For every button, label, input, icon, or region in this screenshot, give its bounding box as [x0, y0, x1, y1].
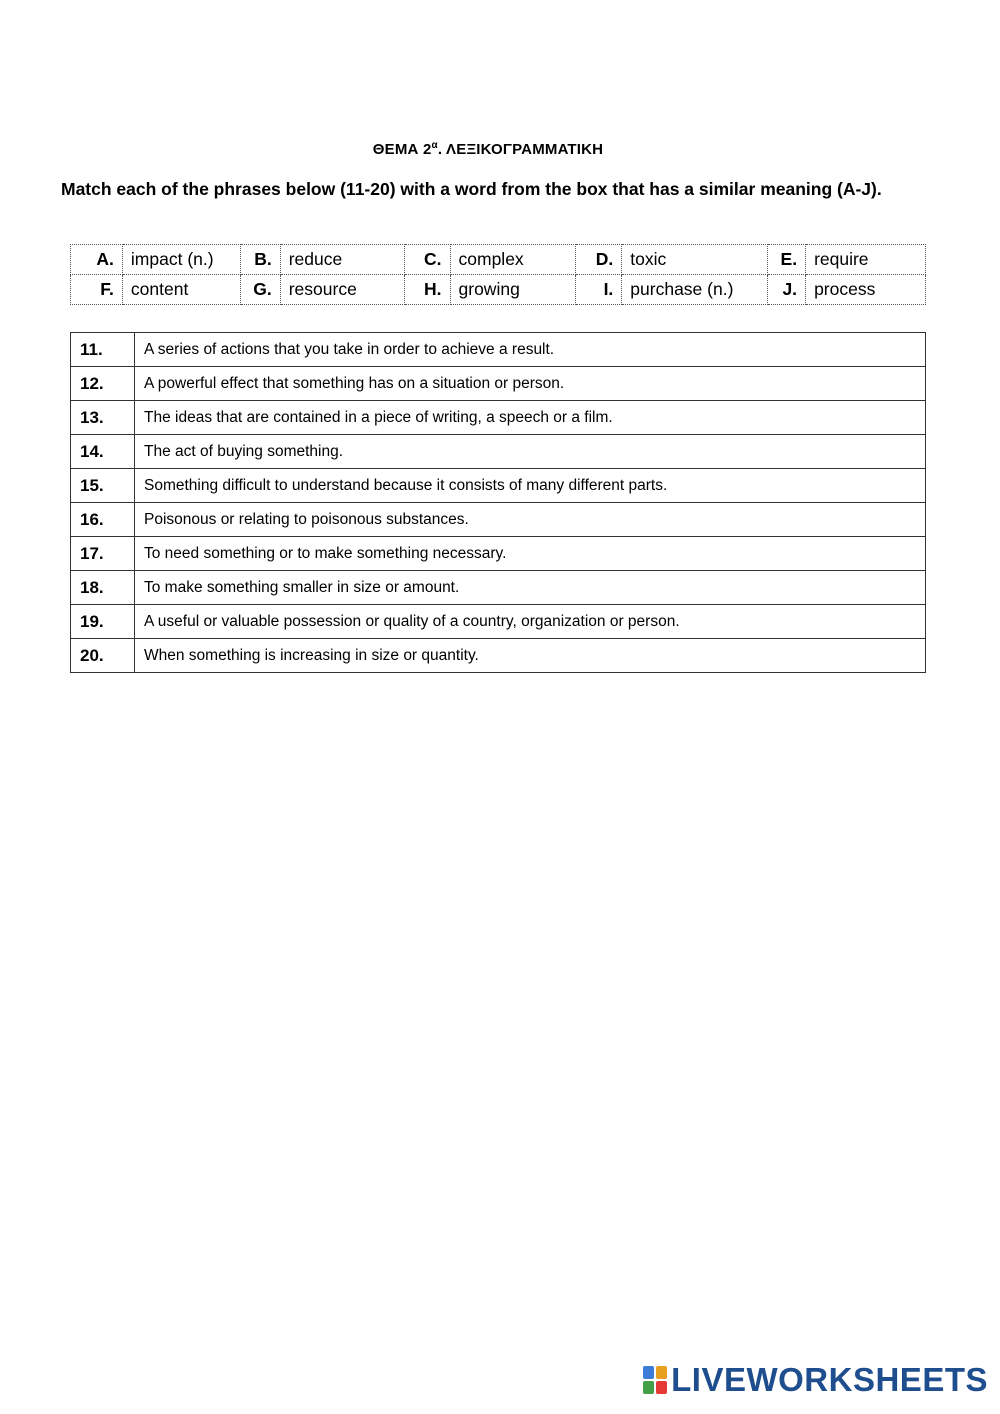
logo-text: LIVEWORKSHEETS — [671, 1361, 988, 1398]
definition-number: 19. — [71, 605, 135, 639]
logo-square-3 — [643, 1381, 654, 1394]
word-box-letter: C. — [404, 245, 450, 275]
definition-number: 16. — [71, 503, 135, 537]
title-main: ΘΕΜΑ 2 — [372, 141, 432, 158]
definition-row — [71, 571, 926, 605]
word-box-word: reduce — [280, 245, 404, 275]
logo-square-2 — [656, 1366, 667, 1379]
definition-row — [71, 503, 926, 537]
definition-number: 15. — [71, 469, 135, 503]
word-box-word: complex — [450, 245, 576, 275]
word-box-letter: A. — [71, 245, 123, 275]
definition-row — [71, 401, 926, 435]
liveworksheets-logo-icon — [643, 1366, 667, 1394]
definition-number: 12. — [71, 367, 135, 401]
definition-row — [71, 367, 926, 401]
logo-square-1 — [643, 1366, 654, 1379]
definition-text: The ideas that are contained in a piece of writing, a speech or a film. — [135, 401, 926, 435]
word-box-letter: E. — [768, 245, 806, 275]
word-box-letter: I. — [576, 275, 622, 305]
definition-text: When something is increasing in size or quantity. — [135, 639, 926, 673]
logo-square-4 — [656, 1381, 667, 1394]
word-box-word: toxic — [622, 245, 768, 275]
definition-text: A series of actions that you take in order to achieve a result. — [135, 333, 926, 367]
definitions-table — [70, 332, 926, 673]
word-box-letter: J. — [768, 275, 806, 305]
definition-row — [71, 469, 926, 503]
word-box-letter: G. — [240, 275, 280, 305]
definition-number: 17. — [71, 537, 135, 571]
word-box-row — [71, 245, 926, 275]
word-box-row — [71, 275, 926, 305]
definition-text: Poisonous or relating to poisonous substances. — [135, 503, 926, 537]
definition-number: 14. — [71, 435, 135, 469]
page-title — [0, 140, 976, 158]
word-box — [70, 244, 926, 305]
definition-text: The act of buying something. — [135, 435, 926, 469]
definition-number: 13. — [71, 401, 135, 435]
definition-row — [71, 605, 926, 639]
definition-number: 20. — [71, 639, 135, 673]
definition-text: A powerful effect that something has on a situation or person. — [135, 367, 926, 401]
word-box-letter: D. — [576, 245, 622, 275]
word-box-word: content — [122, 275, 240, 305]
word-box-word: require — [806, 245, 926, 275]
definition-row — [71, 639, 926, 673]
word-box-letter: B. — [240, 245, 280, 275]
definition-text: To make something smaller in size or amount. — [135, 571, 926, 605]
definition-text: To need something or to make something necessary. — [135, 537, 926, 571]
word-box-word: purchase (n.) — [622, 275, 768, 305]
word-box-word: process — [806, 275, 926, 305]
word-box-word: resource — [280, 275, 404, 305]
word-box-word: growing — [450, 275, 576, 305]
word-box-letter: H. — [404, 275, 450, 305]
liveworksheets-logo — [643, 1360, 988, 1400]
definition-row — [71, 333, 926, 367]
title-rest: . ΛΕΞΙΚΟΓΡΑΜΜΑΤΙΚΗ — [437, 141, 604, 158]
definition-row — [71, 435, 926, 469]
definition-number: 18. — [71, 571, 135, 605]
definition-text: Something difficult to understand because it consists of many different parts. — [135, 469, 926, 503]
definition-text: A useful or valuable possession or quality of a country, organization or person. — [135, 605, 926, 639]
word-box-word: impact (n.) — [122, 245, 240, 275]
definition-row — [71, 537, 926, 571]
definition-number: 11. — [71, 333, 135, 367]
title-superscript: α — [431, 140, 438, 151]
word-box-letter: F. — [71, 275, 123, 305]
instructions: Match each of the phrases below (11-20) with a word from the box that has a similar meaning (A-J). — [61, 179, 882, 199]
